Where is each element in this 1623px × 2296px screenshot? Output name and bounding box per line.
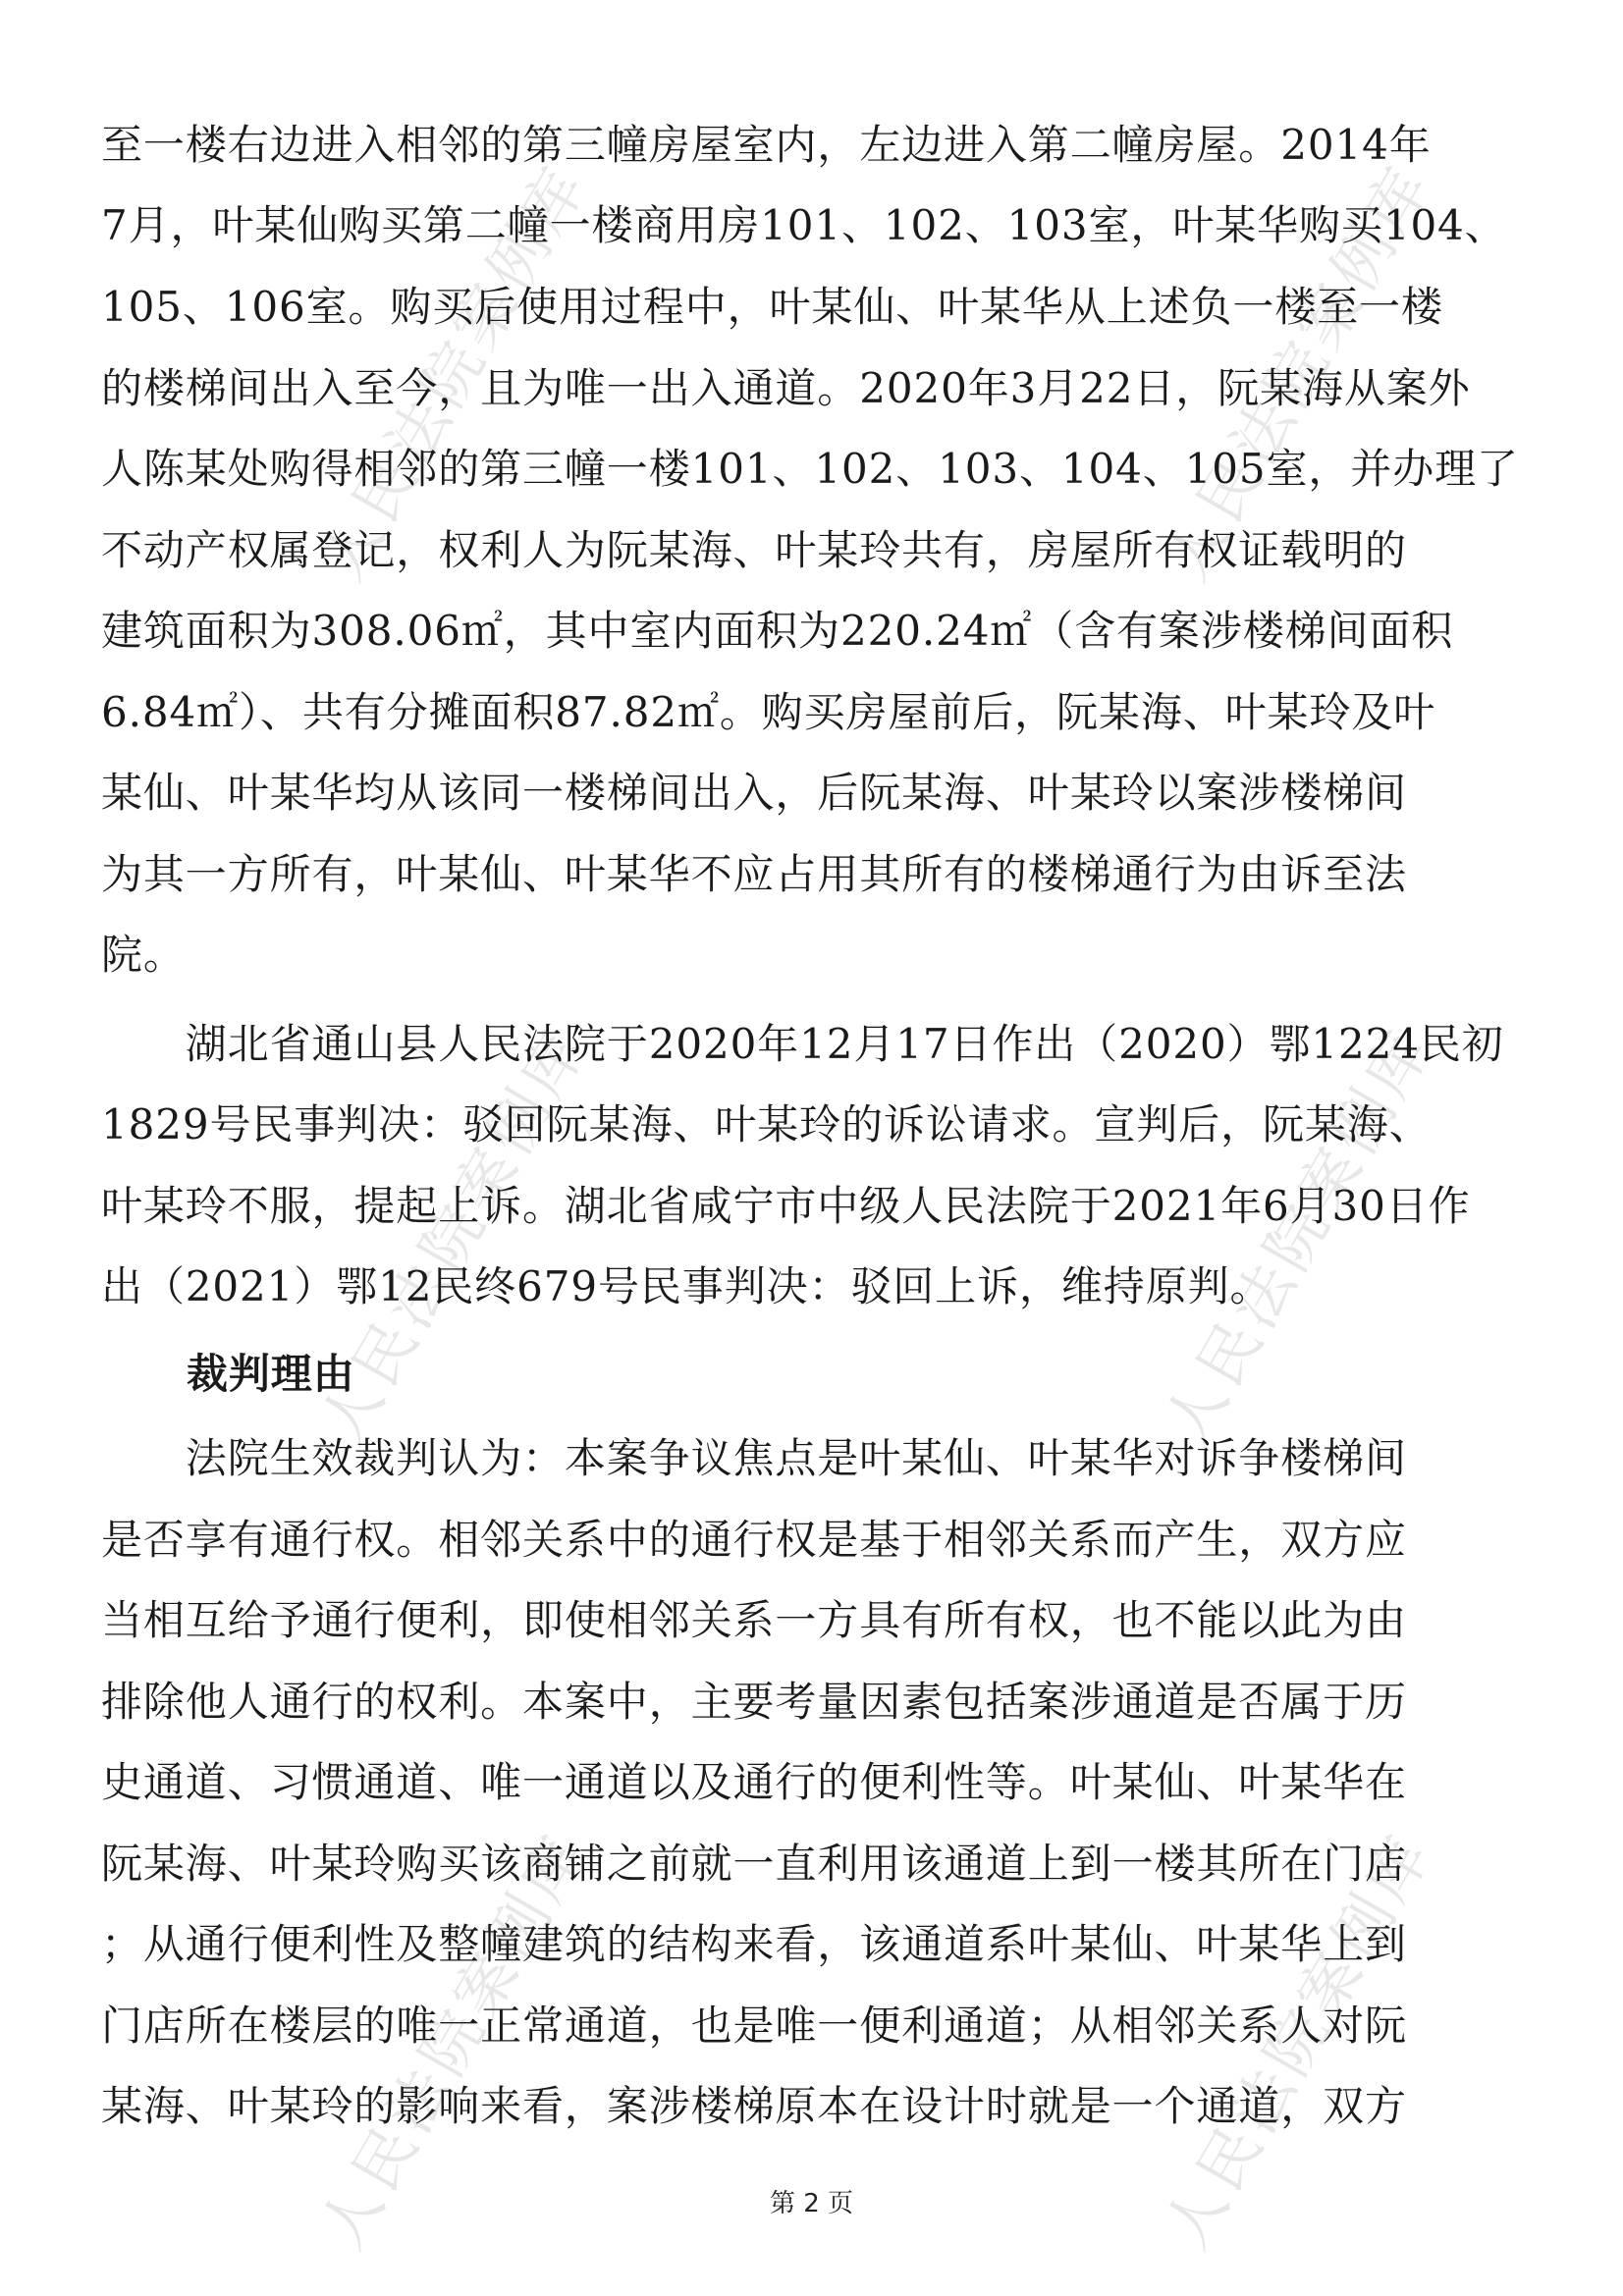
watermark: 人民法院案例库 bbox=[1150, 151, 1446, 593]
text-line: 1829号民事判决：驳回阮某海、叶某玲的诉讼请求。宣判后，阮某海、 bbox=[101, 1100, 1432, 1148]
text-line: 门店所在楼层的唯一正常通道，也是唯一便利通道；从相邻关系人对阮 bbox=[101, 2002, 1407, 2050]
text-line: ；从通行便利性及整幢建筑的结构来看，该通道系叶某仙、叶某华上到 bbox=[101, 1920, 1407, 1968]
text-line: 某海、叶某玲的影响来看，案涉楼梯原本在设计时就是一个通道，双方 bbox=[101, 2082, 1407, 2130]
text-line: 7月，叶某仙购买第二幢一楼商用房101、102、103室，叶某华购买104、 bbox=[101, 201, 1507, 249]
page-number: 第 2 页 bbox=[769, 2189, 854, 2218]
text-line: 叶某玲不服，提起上诉。湖北省咸宁市中级人民法院于2021年6月30日作 bbox=[101, 1182, 1471, 1230]
text-line: 法院生效裁判认为：本案争议焦点是叶某仙、叶某华对诉争楼梯间 bbox=[101, 1434, 1407, 1482]
text-line: 105、106室。购买后使用过程中，叶某仙、叶某华从上述负一楼至一楼 bbox=[101, 283, 1443, 331]
text-line: 阮某海、叶某玲购买该商铺之前就一直利用该通道上到一楼其所在门店 bbox=[101, 1840, 1407, 1888]
text-line: 史通道、习惯通道、唯一通道以及通行的便利性等。叶某仙、叶某华在 bbox=[101, 1758, 1407, 1806]
watermark: 人民法院案例库 bbox=[1150, 1820, 1446, 2261]
text-line: 不动产权属登记，权利人为阮某海、叶某玲共有，房屋所有权证载明的 bbox=[101, 526, 1407, 574]
text-line: 院。 bbox=[101, 931, 186, 979]
text-line: 为其一方所有，叶某仙、叶某华不应占用其所有的楼梯通行为由诉至法 bbox=[101, 850, 1407, 898]
text-line: 是否享有通行权。相邻关系中的通行权是基于相邻关系而产生，双方应 bbox=[101, 1516, 1407, 1564]
text-line: 当相互给予通行便利，即使相邻关系一方具有所有权，也不能以此为由 bbox=[101, 1596, 1407, 1644]
text-line: 湖北省通山县人民法院于2020年12月17日作出（2020）鄂1224民初 bbox=[101, 1020, 1504, 1068]
text-line: 人陈某处购得相邻的第三幢一楼101、102、103、104、105室，并办理了 bbox=[101, 445, 1519, 493]
text-line: 至一楼右边进入相邻的第三幢房屋室内，左边进入第二幢房屋。2014年 bbox=[101, 121, 1432, 169]
text-line: 排除他人通行的权利。本案中，主要考量因素包括案涉通道是否属于历 bbox=[101, 1678, 1407, 1726]
text-line: 出（2021）鄂12民终679号民事判决：驳回上诉，维持原判。 bbox=[101, 1262, 1272, 1310]
text-line: 建筑面积为308.06㎡，其中室内面积为220.24㎡（含有案涉楼梯间面积 bbox=[101, 607, 1454, 655]
watermark: 人民法院案例库 bbox=[1150, 1015, 1446, 1456]
section-heading: 裁判理由 bbox=[187, 1350, 355, 1398]
watermark: 人民法院案例库 bbox=[305, 151, 602, 593]
watermark: 人民法院案例库 bbox=[305, 1820, 602, 2261]
text-line: 某仙、叶某华均从该同一楼梯间出入，后阮某海、叶某玲以案涉楼梯间 bbox=[101, 769, 1407, 817]
text-line: 的楼梯间出入至今，且为唯一出入通道。2020年3月22日，阮某海从案外 bbox=[101, 364, 1471, 412]
watermark: 人民法院案例库 bbox=[305, 1015, 602, 1456]
text-line: 6.84㎡）、共有分摊面积87.82㎡。购买房屋前后，阮某海、叶某玲及叶 bbox=[101, 688, 1436, 736]
